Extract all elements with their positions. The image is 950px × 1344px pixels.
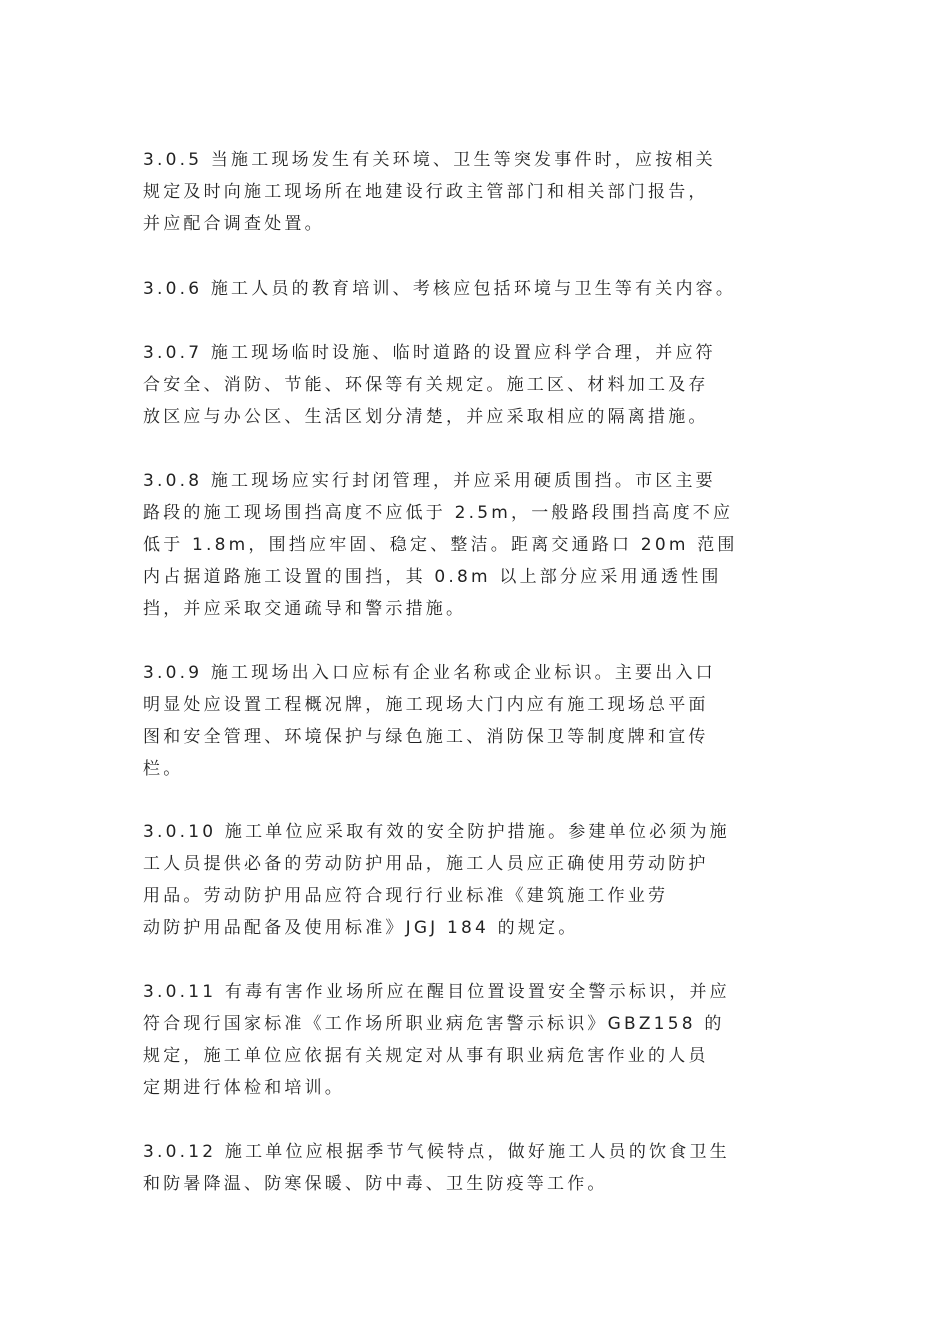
clause-3-0-5 [143, 144, 818, 240]
text-line: 3.0.11 有毒有害作业场所应在醒目位置设置安全警示标识，并应 [143, 982, 730, 1002]
text-line: 和防暑降温、防寒保暖、防中毒、卫生防疫等工作。 [143, 1174, 608, 1194]
text-line: 3.0.8 施工现场应实行封闭管理，并应采用硬质围挡。市区主要 [143, 471, 716, 491]
text-line: 3.0.12 施工单位应根据季节气候特点，做好施工人员的饮食卫生 [143, 1142, 730, 1162]
clause-3-0-11 [143, 976, 818, 1104]
text-line: 放区应与办公区、生活区划分清楚，并应采取相应的隔离措施。 [143, 407, 709, 427]
text-line: 用品。劳动防护用品应符合现行行业标准《建筑施工作业劳 [143, 886, 669, 906]
text-line: 栏。 [143, 759, 184, 779]
text-line: 低于 1.8m，围挡应牢固、稳定、整洁。距离交通路口 20m 范围 [143, 535, 738, 555]
text-line: 图和安全管理、环境保护与绿色施工、消防保卫等制度牌和宣传 [143, 727, 709, 747]
text-line: 合安全、消防、节能、环保等有关规定。施工区、材料加工及存 [143, 375, 709, 395]
text-line: 规定及时向施工现场所在地建设行政主管部门和相关部门报告， [143, 182, 709, 202]
text-line: 并应配合调查处置。 [143, 214, 325, 234]
text-line: 规定，施工单位应依据有关规定对从事有职业病危害作业的人员 [143, 1046, 709, 1066]
clause-3-0-6 [143, 273, 818, 305]
text-line: 工人员提供必备的劳动防护用品，施工人员应正确使用劳动防护 [143, 854, 709, 874]
clause-3-0-12 [143, 1136, 818, 1200]
text-line: 3.0.9 施工现场出入口应标有企业名称或企业标识。主要出入口 [143, 663, 716, 683]
text-line: 3.0.7 施工现场临时设施、临时道路的设置应科学合理，并应符 [143, 343, 716, 363]
text-line: 挡，并应采取交通疏导和警示措施。 [143, 599, 467, 619]
clause-3-0-9 [143, 657, 818, 785]
text-line: 定期进行体检和培训。 [143, 1078, 345, 1098]
clause-3-0-10 [143, 816, 818, 944]
clause-3-0-7 [143, 337, 818, 433]
text-line: 动防护用品配备及使用标准》JGJ 184 的规定。 [143, 918, 579, 938]
text-line: 明显处应设置工程概况牌，施工现场大门内应有施工现场总平面 [143, 695, 709, 715]
text-line: 内占据道路施工设置的围挡，其 0.8m 以上部分应采用通透性围 [143, 567, 722, 587]
text-line: 3.0.5 当施工现场发生有关环境、卫生等突发事件时，应按相关 [143, 150, 716, 170]
clause-3-0-8 [143, 465, 818, 625]
text-line: 3.0.10 施工单位应采取有效的安全防护措施。参建单位必须为施 [143, 822, 730, 842]
text-line: 符合现行国家标准《工作场所职业病危害警示标识》GBZ158 的 [143, 1014, 725, 1034]
text-line: 3.0.6 施工人员的教育培训、考核应包括环境与卫生等有关内容。 [143, 279, 737, 299]
text-line: 路段的施工现场围挡高度不应低于 2.5m，一般路段围挡高度不应 [143, 503, 734, 523]
